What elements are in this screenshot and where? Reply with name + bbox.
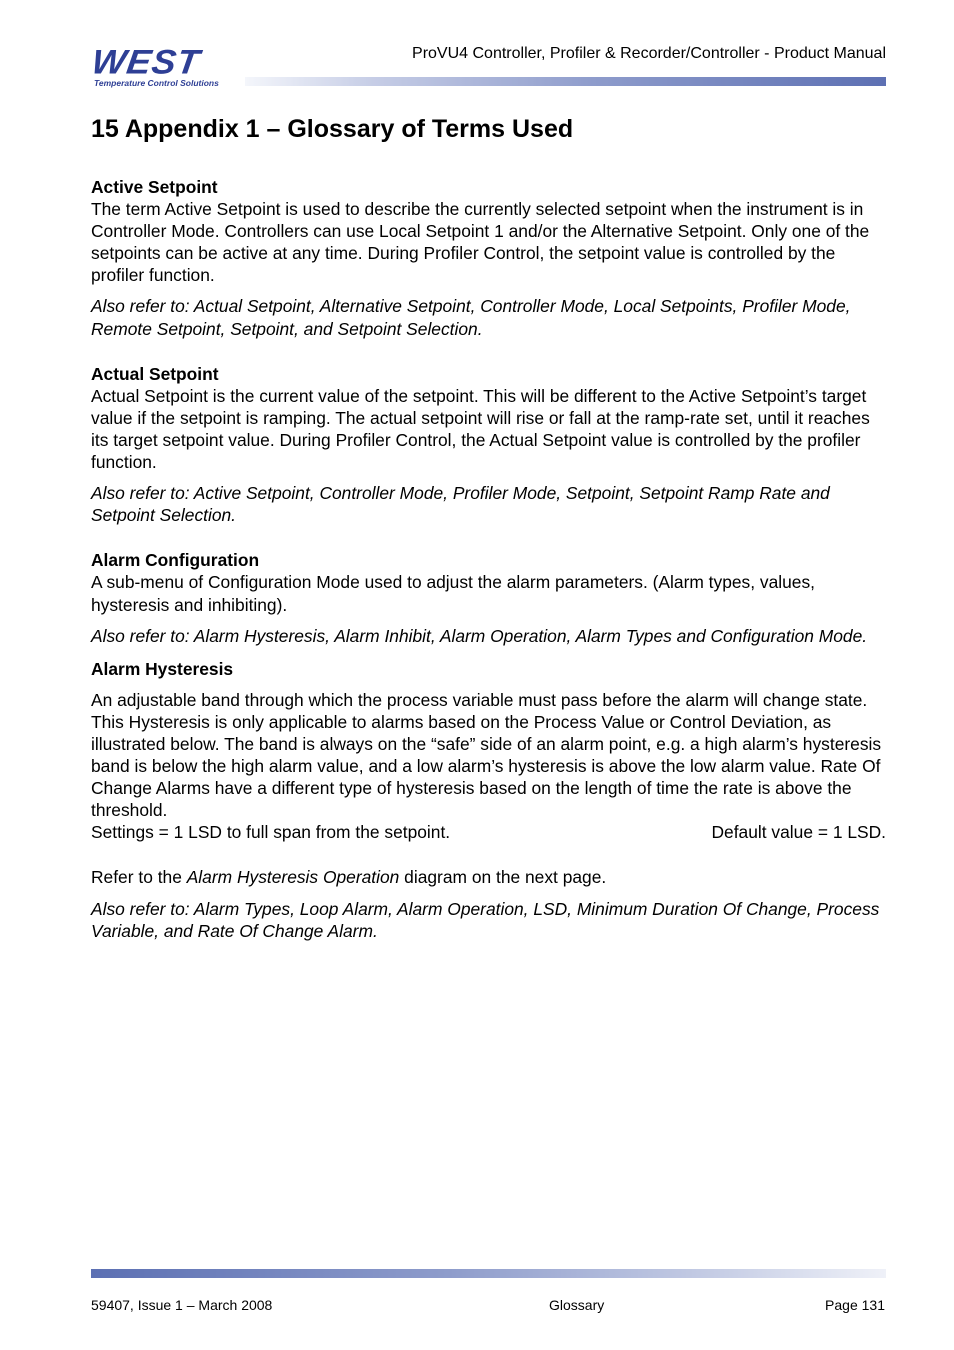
diagram-reference [91,866,891,888]
see-also: Also refer to: Alarm Types, Loop Alarm, Alarm Operation, LSD, Minimum Duration Of Change, Process Variable, and Rate Of Change Alarm. [91,898,880,941]
term-definition: The term Active Setpoint is used to describe the currently selected setpoint when the instrument is in Controller Mode. Controllers can use Local Setpoint 1 and/or the Alternative Setpoint. Only one of the setpoints can be active at any time. During Profiler Control, the setpoint value is controlled by the profiler function. [91,199,870,286]
footer-page-number: Page 131 [825,1297,885,1313]
term-heading: Alarm Hysteresis [91,658,234,679]
term-heading: Alarm Configuration [91,550,260,571]
see-also: Also refer to: Active Setpoint, Controller Mode, Profiler Mode, Setpoint, Setpoint Ramp Rate and Setpoint Selection. [91,483,830,526]
see-also: Also refer to: Actual Setpoint, Alternative Setpoint, Controller Mode, Local Setpoints, Profiler Mode, Remote Setpoint, Setpoint, and Setpoint Selection. [91,296,851,339]
see-also: Also refer to: Alarm Hysteresis, Alarm Inhibit, Alarm Operation, Alarm Types and Configuration Mode. [91,625,868,646]
footer-document-id: 59407, Issue 1 – March 2008 [91,1297,273,1313]
footer-rule [91,1269,886,1278]
term-definition: A sub-menu of Configuration Mode used to adjust the alarm parameters. (Alarm types, values, hysteresis and inhibiting). [91,572,816,615]
footer-section: Glossary [549,1297,605,1313]
term-heading: Active Setpoint [91,177,218,197]
settings-line [91,821,886,843]
glossary-content [91,176,891,942]
page-title: 15 Appendix 1 – Glossary of Terms Used [91,115,574,143]
default-value: Default value = 1 LSD. [711,822,886,843]
logo-wordmark: WEST [89,42,203,81]
settings-range: Settings = 1 LSD to full span from the setpoint. [91,822,451,843]
term-definition: An adjustable band through which the process variable must pass before the alarm will change state. This Hysteresis is only applicable to alarms based on the Process Value or Control Deviation, as illustrated below. The band is always on the “safe” side of an alarm point, e.g. a high alarm’s hysteresis band is below the high alarm value, and a low alarm’s hysteresis is above the low alarm value. Rate Of Change Alarms have a different type of hysteresis based on the length of time the rate is above the threshold. [91,689,882,821]
term-definition: Actual Setpoint is the current value of the setpoint. This will be different to the Active Setpoint’s target value if the setpoint is ramping. The actual setpoint will rise or fall at the ramp-rate set, until it reaches its target setpoint value. During Profiler Control, the Actual Setpoint value is controlled by the profiler function. [91,385,870,473]
header-rule [245,77,886,86]
reference-prefix: Refer to the [91,867,187,888]
west-logo [89,42,252,92]
reference-suffix: diagram on the next page. [399,867,607,888]
header-title: ProVU4 Controller, Profiler & Recorder/Controller - Product Manual [412,45,886,62]
term-heading: Actual Setpoint [91,363,219,384]
reference-diagram-name: Alarm Hysteresis Operation [186,867,400,888]
logo-tagline: Temperature Control Solutions [94,78,219,88]
